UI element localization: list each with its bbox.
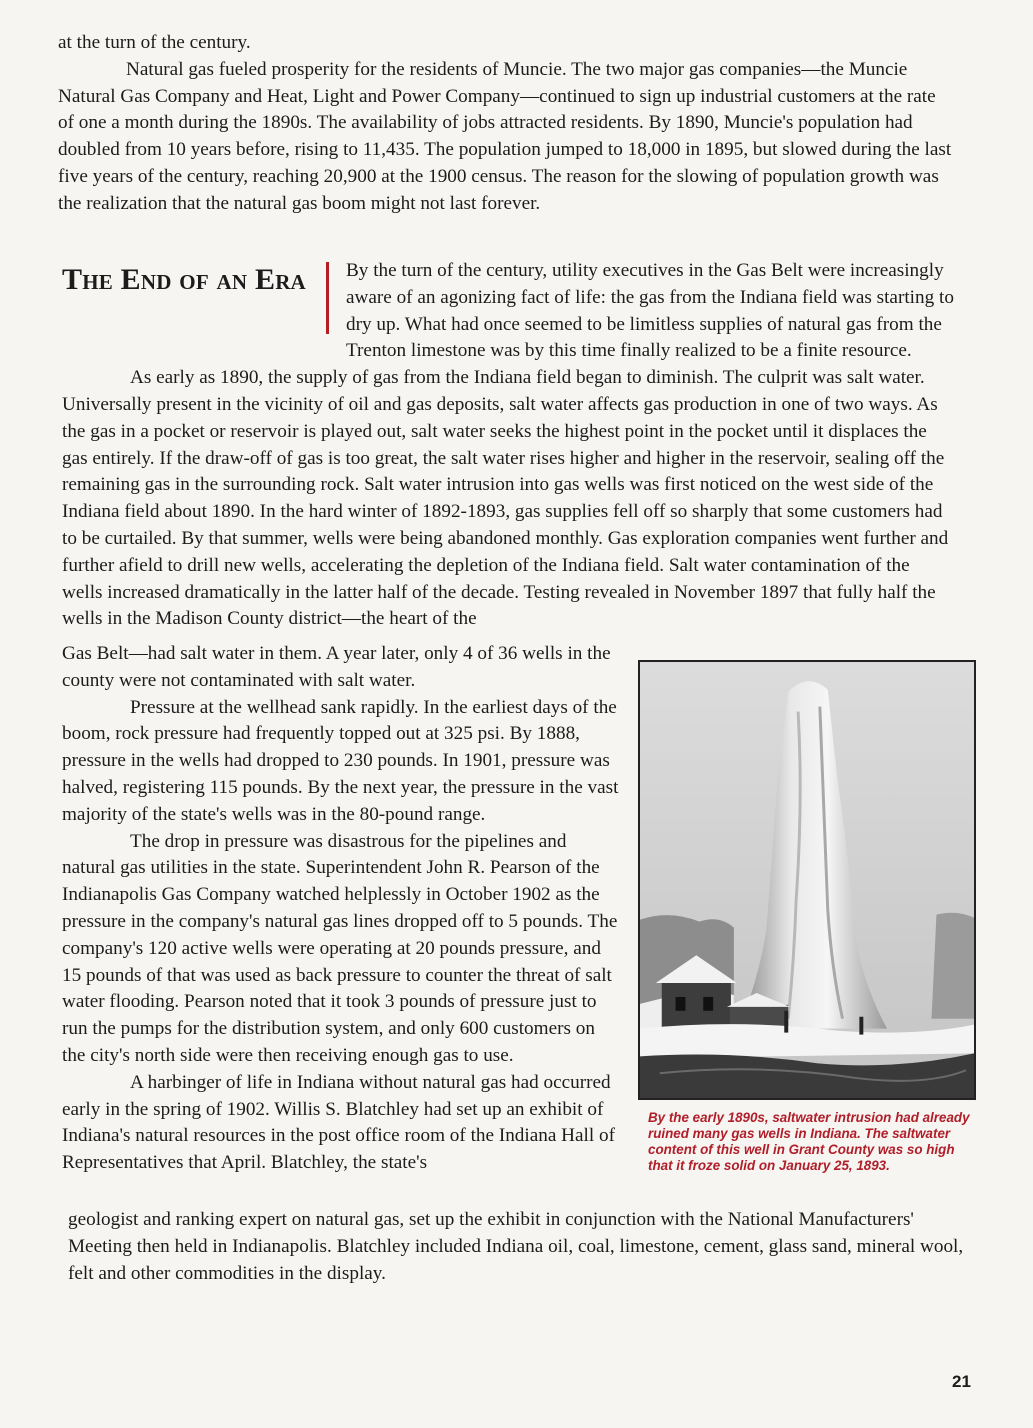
intro-text	[58, 30, 953, 218]
page-number: 21	[952, 1372, 971, 1391]
section-text-column	[62, 641, 622, 1177]
section-heading: The End of an Era	[62, 263, 306, 296]
section-paragraph-2-continued: Gas Belt—had salt water in them. A year later, only 4 of 36 wells in the county were not contaminated with salt water.	[62, 643, 611, 691]
section-paragraph-1: By the turn of the century, utility executives in the Gas Belt were increasingly aware of an agonizing fact of life: the gas from the Indiana field was starting to dry up. What had once seemed to be limitless supplies of natural gas from the Trenton limestone was by this time finally realized to be a finite resource.	[346, 260, 954, 362]
section-paragraph-5: A harbinger of life in Indiana without natural gas had occurred early in the spring of 1902. Willis S. Blatchley had set up an exhibit of Indiana's natural resources in the post office room of the Indiana Hall of Representatives that April. Blatchley, the state's	[62, 1071, 615, 1174]
section-paragraph-5-continued: geologist and ranking expert on natural gas, set up the exhibit in conjunction with the National Manufacturers' Meeting then held in Indianapolis. Blatchley included Indiana oil, coal, limestone, cement, glass sand, mineral wool, felt and other commodities in the display.	[68, 1209, 964, 1284]
section-paragraph-4: The drop in pressure was disastrous for the pipelines and natural gas utilities in the state. Superintendent John R. Pearson of the Indianapolis Gas Company watched helplessly in October 1902 as the pressure in the company's natural gas lines dropped off to 5 pounds. The company's 120 active wells were operating at 20 pounds pressure, and 15 pounds of that was used as back pressure to counter the threat of salt water flooding. Pearson noted that it took 3 pounds of pressure just to run the pumps for the distribution system, and only 600 customers on the city's north side were then receiving enough gas to use.	[62, 830, 618, 1066]
section-paragraph-2: As early as 1890, the supply of gas from the Indiana field began to diminish. The culprit was salt water. Universally present in the vicinity of oil and gas deposits, salt water affects gas production in one of two ways. As the gas in a pocket or reservoir is played out, salt water seeks the highest point in the pocket until it displaces the gas entirely. If the draw-off of gas is too great, the salt water rises higher and higher in the reservoir, sealing off the remaining gas in the surrounding rock. Salt water intrusion into gas wells was first noticed on the west side of the Indiana field about 1890. In the hard winter of 1892-1893, gas supplies fell off so sharply that some customers had to be curtailed. By that summer, wells were being abandoned monthly. Gas exploration companies went further and further afield to drill new wells, accelerating the depletion of the Indiana field. Salt water contamination of the wells increased dramatically in the latter half of the decade. Testing revealed in November 1897 that fully half the wells in the Madison County district—the heart of the	[62, 367, 949, 630]
frozen-gas-well-photo	[638, 660, 976, 1100]
section-text-upper	[62, 258, 954, 633]
frozen-well-image	[640, 662, 974, 1098]
section-text-bottom	[68, 1207, 968, 1287]
intro-lead-fragment: at the turn of the century.	[58, 32, 251, 53]
section-paragraph-3: Pressure at the wellhead sank rapidly. In the earliest days of the boom, rock pressure had frequently topped out at 325 psi. By 1888, pressure in the wells had dropped to 230 pounds. In 1901, pressure was halved, registering 115 pounds. By the next year, the pressure in the vast majority of the state's wells was in the 80-pound range.	[62, 696, 619, 825]
intro-paragraph: Natural gas fueled prosperity for the residents of Muncie. The two major gas companies—the Muncie Natural Gas Company and Heat, Light and Power Company—continued to sign up industrial customers at the rate of one a month during the 1890s. The availability of jobs attracted residents. By 1890, Muncie's population had doubled from 10 years before, rising to 11,435. The population jumped to 18,000 in 1895, but slowed during the last five years of the century, reaching 20,900 at the 1900 census. The reason for the slowing of population growth was the realization that the natural gas boom might not last forever.	[58, 58, 952, 214]
photo-caption: By the early 1890s, saltwater intrusion had already ruined many gas wells in Indiana. The saltwater content of this well in Grant County was so high that it froze solid on January 25, 1893.	[648, 1110, 970, 1173]
